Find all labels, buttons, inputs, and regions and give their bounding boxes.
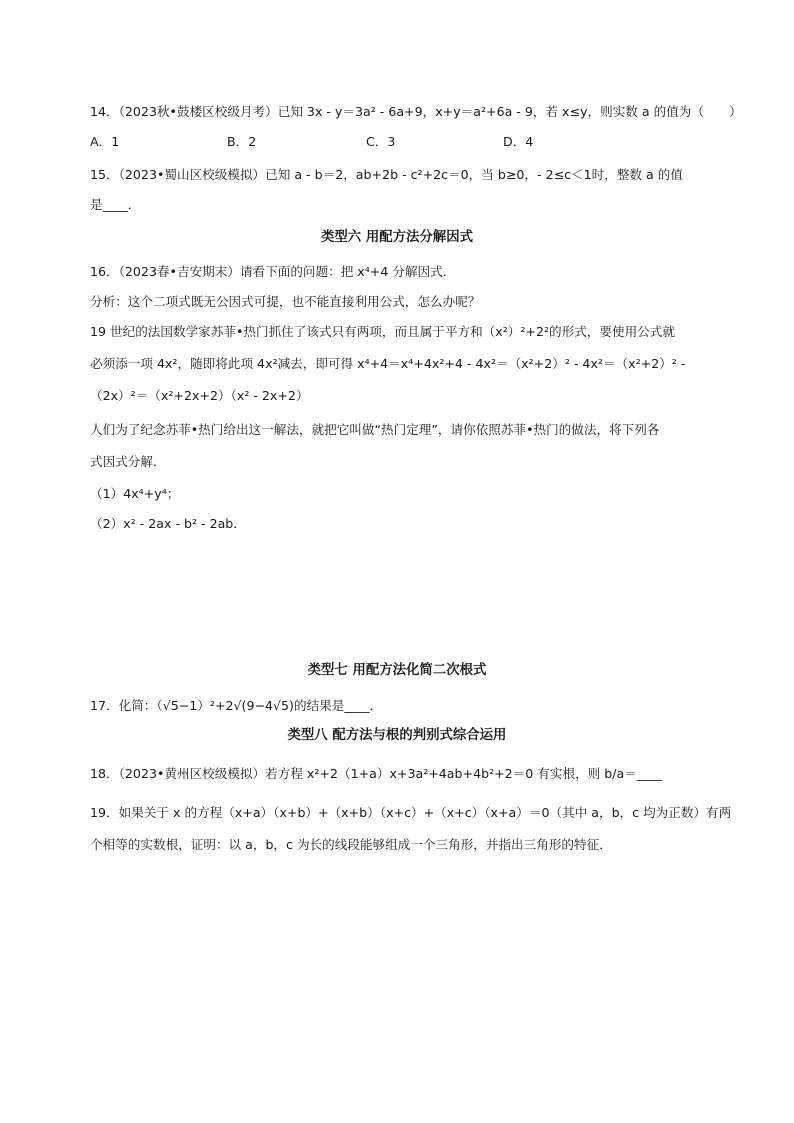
question-19-stem-cont: 个相等的实数根，证明：以 a，b，c 为长的线段能够组成一个三角形，并指出三角形的特征． <box>90 837 612 852</box>
question-16-text-1: 19 世纪的法国数学家苏菲•热门抓住了该式只有两项，而且属于平方和（x²）²+2²的形式，要使用公式就 <box>90 324 675 339</box>
question-16-text-3: （2x）²＝（x²+2x+2）（x² - 2x+2） <box>90 388 309 403</box>
question-16-text-4: 人们为了纪念苏菲•热门给出这一解法，就把它叫做“热门定理”，请你依照苏菲•热门的做法，将下列各 <box>90 422 660 437</box>
question-16-text-5: 式因式分解． <box>90 454 166 469</box>
question-16-analysis: 分析：这个二项式既无公因式可提，也不能直接利用公式，怎么办呢？ <box>90 294 481 309</box>
q14-option-c: C．3 <box>366 134 396 149</box>
question-16-sub-2: （2）x² - 2ax - b² - 2ab． <box>90 516 246 531</box>
question-19-stem: 19．如果关于 x 的方程（x+a）（x+b）+（x+b）（x+c）+（x+c）（x+a）＝0（其中 a，b，c 均为正数）有两 <box>90 805 732 820</box>
question-16-text-2: 必须添一项 4x²，随即将此项 4x²减去，即可得 x⁴+4＝x⁴+4x²+4 - 4x²＝（x²+2）² - 4x²＝（x²+2）² - <box>90 356 686 371</box>
section-heading-6: 类型六 用配方法分解因式 <box>321 230 473 245</box>
question-14-stem: 14．（2023秋•鼓楼区校级月考）已知 3x - y＝3a² - 6a+9，x+y＝a²+6a - 9，若 x≤y，则实数 a 的值为（ ） <box>90 104 742 119</box>
question-16-sub-1: （1）4x⁴+y⁴； <box>90 486 180 501</box>
q14-option-a: A．1 <box>90 134 120 149</box>
question-18: 18．（2023•黄州区校级模拟）若方程 x²+2（1+a）x+3a²+4ab+4b²+2＝0 有实根，则 b/a＝____ <box>90 766 663 781</box>
section-heading-7: 类型七 用配方法化简二次根式 <box>307 663 487 678</box>
question-15-stem: 15．（2023•蜀山区校级模拟）已知 a - b＝2，ab+2b - c²+2c＝0，当 b≥0，- 2≤c＜1时，整数 a 的值 <box>90 167 683 182</box>
q14-option-d: D．4 <box>503 134 534 149</box>
question-16-stem: 16．（2023春•吉安期末）请看下面的问题：把 x⁴+4 分解因式． <box>90 264 456 279</box>
question-17: 17．化简：（√5−1）²+2√(9−4√5)的结果是____． <box>90 698 383 713</box>
question-15-stem-cont: 是____． <box>90 197 141 212</box>
q14-option-b: B．2 <box>227 134 257 149</box>
section-heading-8: 类型八 配方法与根的判别式综合运用 <box>287 728 507 743</box>
